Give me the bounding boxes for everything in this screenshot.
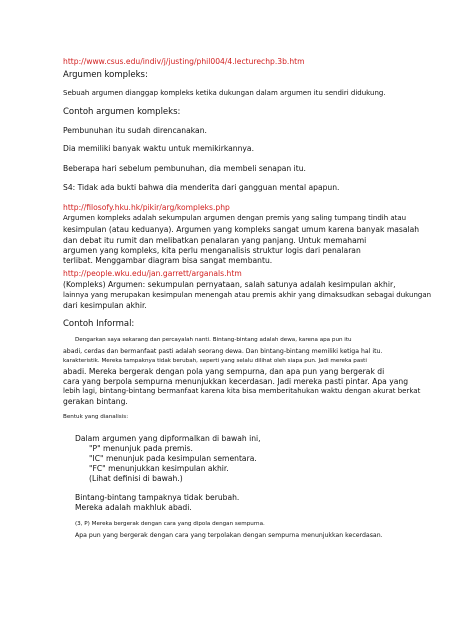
definition-text: Sebuah argumen dianggap kompleks ketika dukungan dalam argumen itu sendiri didukung. bbox=[63, 89, 386, 97]
analysis-line: (Lihat definisi di bawah.) bbox=[89, 474, 183, 483]
informal-line: abadi. Mereka bergerak dengan pola yang sempurna, dan apa pun yang bergerak di bbox=[63, 367, 385, 376]
source-link-hku[interactable]: http://filosofy.hku.hk/pikir/arg/kompleks.php bbox=[63, 203, 230, 212]
example-line: S4: Tidak ada bukti bahwa dia menderita dari gangguan mental apapun. bbox=[63, 183, 340, 192]
example-line: Dia memiliki banyak waktu untuk memikirkannya. bbox=[63, 144, 254, 153]
paragraph-line: lainnya yang merupakan kesimpulan menengah atau premis akhir yang dimaksudkan sebagai dukungan bbox=[63, 291, 432, 299]
informal-heading: Contoh Informal: bbox=[63, 319, 135, 329]
analyzed-form-label: Bentuk yang dianalisis: bbox=[63, 414, 129, 420]
informal-line: gerakan bintang. bbox=[63, 397, 128, 406]
informal-line: Dengarkan saya sekarang dan percayalah nanti. Bintang-bintang adalah dewa, karena apa pun itu bbox=[75, 337, 352, 343]
paragraph-line: argumen yang kompleks, kita perlu menganalisis struktur logis dari penalaran bbox=[63, 246, 361, 255]
paragraph-line: kesimpulan (atau keduanya). Argumen yang kompleks sangat umum karena banyak masalah bbox=[63, 225, 420, 234]
informal-line: cara yang berpola sempurna menunjukkan kecerdasan. Jadi mereka pasti pintar. Apa yang bbox=[63, 377, 409, 386]
paragraph-line: dari kesimpulan akhir. bbox=[63, 301, 147, 310]
analysis-line: "FC" menunjukkan kesimpulan akhir. bbox=[89, 464, 229, 473]
source-link-wku[interactable]: http://people.wku.edu/jan.garrett/arganals.htm bbox=[63, 269, 242, 278]
informal-line: abadi, cerdas dan bermanfaat pasti adalah seorang dewa. Dan bintang-bintang memiliki ketiga hal itu. bbox=[63, 348, 383, 355]
paragraph-line: Argumen kompleks adalah sekumpulan argumen dengan premis yang saling tumpang tindih atau bbox=[63, 214, 407, 222]
premise-step: (3, P) Mereka bergerak dengan cara yang dipola dengan sempurna. bbox=[75, 521, 265, 527]
source-link-csus[interactable]: http://www.csus.edu/indiv/j/justing/phil004/4.lecturechp.3b.htm bbox=[63, 57, 305, 66]
conclusion-line: Mereka adalah makhluk abadi. bbox=[75, 503, 192, 512]
analysis-line: "P" menunjuk pada premis. bbox=[89, 444, 193, 453]
premise-line: Apa pun yang bergerak dengan cara yang terpolakan dengan sempurna menunjukkan kecerdasan. bbox=[75, 532, 383, 539]
analysis-line: "IC" menunjuk pada kesimpulan sementara. bbox=[89, 454, 257, 463]
paragraph-line: (Kompleks) Argumen: sekumpulan pernyataan, salah satunya adalah kesimpulan akhir, bbox=[63, 280, 396, 289]
informal-line: lebih lagi, bintang-bintang bermanfaat karena kita bisa memberitahukan waktu dengan akurat berkat bbox=[63, 387, 421, 395]
heading-argumen-kompleks: Argumen kompleks: bbox=[63, 70, 148, 80]
analysis-line: Dalam argumen yang dipformalkan di bawah ini, bbox=[75, 434, 261, 443]
example-line: Pembunuhan itu sudah direncanakan. bbox=[63, 126, 207, 135]
example-heading: Contoh argumen kompleks: bbox=[63, 107, 181, 117]
informal-line: karakteristik. Mereka tampaknya tidak berubah, seperti yang selalu dilihat oleh siapa pun. Jadi mereka pasti bbox=[63, 358, 367, 364]
paragraph-line: dan debat itu rumit dan melibatkan penalaran yang panjang. Untuk memahami bbox=[63, 236, 367, 245]
example-line: Beberapa hari sebelum pembunuhan, dia membeli senapan itu. bbox=[63, 164, 306, 173]
paragraph-line: terlibat. Menggambar diagram bisa sangat membantu. bbox=[63, 256, 273, 265]
conclusion-line: Bintang-bintang tampaknya tidak berubah. bbox=[75, 493, 240, 502]
